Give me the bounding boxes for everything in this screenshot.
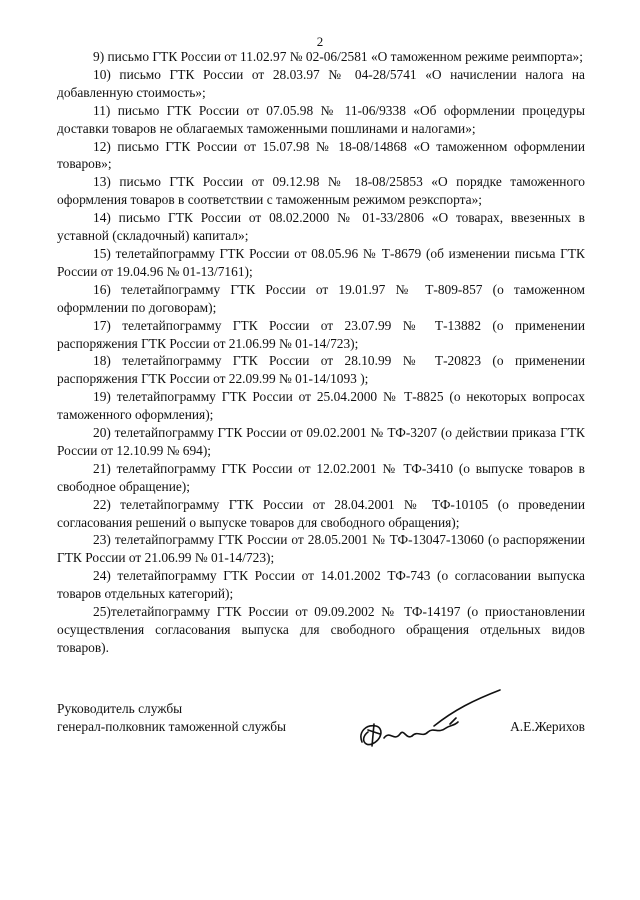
document-list xyxy=(57,48,585,657)
list-item: 9) письмо ГТК России от 11.02.97 № 02-06/2581 «О таможенном режиме реимпорта»; xyxy=(93,49,583,64)
list-item: 24) телетайпограмму ГТК России от 14.01.2002 ТФ-743 (о согласовании выпуска товаров отдельных категорий); xyxy=(57,568,585,602)
list-item: 23) телетайпограмму ГТК России от 28.05.2001 № ТФ-13047-13060 (о распоряжении ГТК России от 21.06.99 № 01-14/723); xyxy=(57,532,585,566)
signatory-rank: генерал-полковник таможенной службы xyxy=(57,719,287,734)
list-item: 17) телетайпограмму ГТК России от 23.07.99 № Т-13882 (о применении распоряжения ГТК России от 21.06.99 № 01-14/723); xyxy=(57,317,585,351)
list-item: 21) телетайпограмму ГТК России от 12.02.2001 № ТФ-3410 (о выпуске товаров в свободное обращение); xyxy=(57,460,585,494)
list-item: 18) телетайпограмму ГТК России от 28.10.99 № Т-20823 (о применении распоряжения ГТК России от 22.09.99 № 01-14/1093 ); xyxy=(57,353,585,387)
signatory-name: А.Е.Жерихов xyxy=(510,719,585,734)
list-item: 11) письмо ГТК России от 07.05.98 № 11-06/9338 «Об оформлении процедуры доставки товаров не облагаемых таможенными пошлинами и налогами»; xyxy=(57,102,585,136)
list-item: 16) телетайпограмму ГТК России от 19.01.97 № Т-809-857 (о таможенном оформлении по договорам); xyxy=(57,281,585,315)
signature xyxy=(350,680,510,760)
list-item: 14) письмо ГТК России от 08.02.2000 № 01-33/2806 «О товарах, ввезенных в уставной (складочный) капитал»; xyxy=(57,210,585,244)
list-item: 13) письмо ГТК России от 09.12.98 № 18-08/25853 «О порядке таможенного оформления товаров в соответствии с таможенным режимом реэкспорта»; xyxy=(57,174,585,208)
list-item: 15) телетайпограмму ГТК России от 08.05.96 № Т-8679 (об изменении письма ГТК России от 19.04.96 № 01-13/7161); xyxy=(57,245,585,279)
list-item: 25)телетайпограмму ГТК России от 09.09.2002 № ТФ-14197 (о приостановлении осуществления согласования выпуска для свободного обращения отдельных видов товаров). xyxy=(57,604,585,655)
page-number: 2 xyxy=(316,34,324,49)
signatory-title: Руководитель службы xyxy=(57,701,183,716)
list-item: 19) телетайпограмму ГТК России от 25.04.2000 № Т-8825 (о некоторых вопросах таможенного оформления); xyxy=(57,389,585,423)
list-item: 10) письмо ГТК России от 28.03.97 № 04-28/5741 «О начислении налога на добавленную стоимость»; xyxy=(57,66,585,100)
signature-block xyxy=(57,700,585,734)
list-item: 20) телетайпограмму ГТК России от 09.02.2001 № ТФ-3207 (о действии приказа ГТК России от 12.10.99 № 694); xyxy=(57,425,585,458)
list-item: 22) телетайпограмму ГТК России от 28.04.2001 № ТФ-10105 (о проведении согласования решений о выпуске товаров для свободного обращения); xyxy=(57,496,585,530)
list-item: 12) письмо ГТК России от 15.07.98 № 18-08/14868 «О таможенном оформлении товаров»; xyxy=(57,138,585,172)
